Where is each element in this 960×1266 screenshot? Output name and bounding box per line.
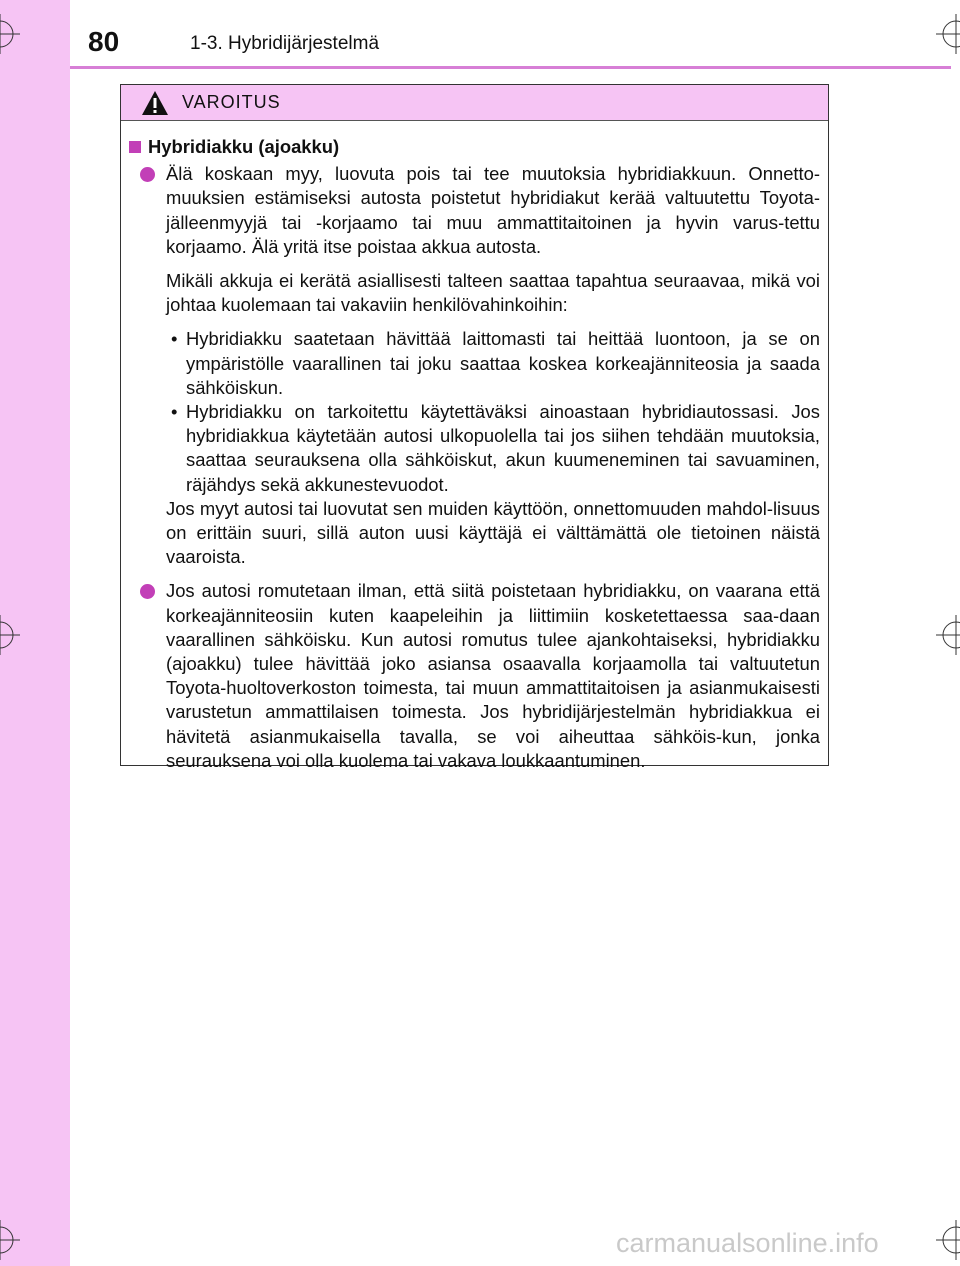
subheading-text: Hybridiakku (ajoakku) bbox=[148, 136, 340, 157]
paragraph: Jos myyt autosi tai luovutat sen muiden käyttöön, onnettomuuden mahdol-lisuus on erittäin suuri, sillä auton uusi käyttäjä ei välttämättä ole tietoinen näistä vaaroista. bbox=[166, 497, 820, 568]
paragraph: Älä koskaan myy, luovuta pois tai tee muutoksia hybridiakkuun. Onnetto-muuksien estämiseksi autosta poistetut hybridiakut kerää valtuutettu Toyota-jälleenmyyjä tai -korjaamo tai muu ammattitaitoinen ja hyvin varus-tettu korjaamo. Älä yritä itse poistaa akkua autosta. bbox=[166, 163, 820, 257]
list-item-text: Hybridiakku saatetaan hävittää laittomasti tai heittää luontoon, ja se on ympäristölle vaarallinen tai joku saattaa koskea korkeajänniteosia ja saada sähköiskun. bbox=[186, 328, 820, 398]
crop-mark-icon bbox=[936, 14, 960, 54]
warning-item bbox=[129, 162, 820, 569]
warning-label: VAROITUS bbox=[182, 92, 281, 112]
crop-mark-icon bbox=[0, 615, 20, 655]
list-item bbox=[166, 400, 820, 497]
crop-mark-icon bbox=[0, 14, 20, 54]
warning-triangle-icon bbox=[141, 90, 169, 116]
list-item-text: Hybridiakku on tarkoitettu käytettäväksi ainoastaan hybridiautossasi. Jos hybridiakkua käytetään autosi ulkopuolella tai jos siihen tehdään muutoksia, saattaa seurauksena olla sähköiskut, akun kuumeneminen tai savuaminen, räjähdys sekä akkunestevuodot. bbox=[186, 401, 820, 495]
round-bullet-icon bbox=[140, 167, 155, 182]
warning-header bbox=[121, 85, 828, 121]
warning-body bbox=[121, 121, 828, 773]
page-number: 80 bbox=[88, 26, 120, 57]
header-rule bbox=[70, 66, 951, 69]
square-bullet-icon bbox=[129, 141, 141, 153]
crop-mark-icon bbox=[936, 615, 960, 655]
paragraph: Mikäli akkuja ei kerätä asiallisesti talteen saattaa tapahtua seuraavaa, mikä voi johtaa kuolemaan tai vakaviin henkilövahinkoihin: bbox=[166, 270, 820, 316]
watermark: carmanualsonline.info bbox=[616, 1228, 879, 1258]
consequence-list bbox=[166, 327, 820, 496]
warning-box bbox=[120, 84, 829, 771]
list-item bbox=[166, 327, 820, 400]
round-bullet-icon bbox=[140, 584, 155, 599]
list-bullet: • bbox=[171, 328, 178, 350]
section-title: 1-3. Hybridijärjestelmä bbox=[190, 33, 380, 54]
warning-subheading bbox=[129, 135, 820, 159]
warning-item bbox=[129, 579, 820, 773]
paragraph: Jos autosi romutetaan ilman, että siitä poistetaan hybridiakku, on vaarana että korkeajänniteosiin kuten kaapeleihin ja liittimiin kosketettaessa saa-daan vaarallinen sähköisku. Kun autosi romutus tulee ajankohtaiseksi, hybridiakku (ajoakku) tulee hävittää joko asiansa osaavalla korjaamolla tai valtuutetun Toyota-huoltoverkoston toimesta, tai muun ammattitaitoisen ja asianmukaisesti varustetun ammattilaisen toimesta. Jos hybridijärjestelmän hybridiakkua ei hävitetä asianmukaisella tavalla, se voi aiheuttaa sähköis-kun, jonka seurauksena voi olla kuolema tai vakava loukkaantuminen. bbox=[166, 580, 820, 771]
crop-mark-icon bbox=[936, 1220, 960, 1260]
crop-mark-icon bbox=[0, 1220, 20, 1260]
list-bullet: • bbox=[171, 401, 178, 423]
